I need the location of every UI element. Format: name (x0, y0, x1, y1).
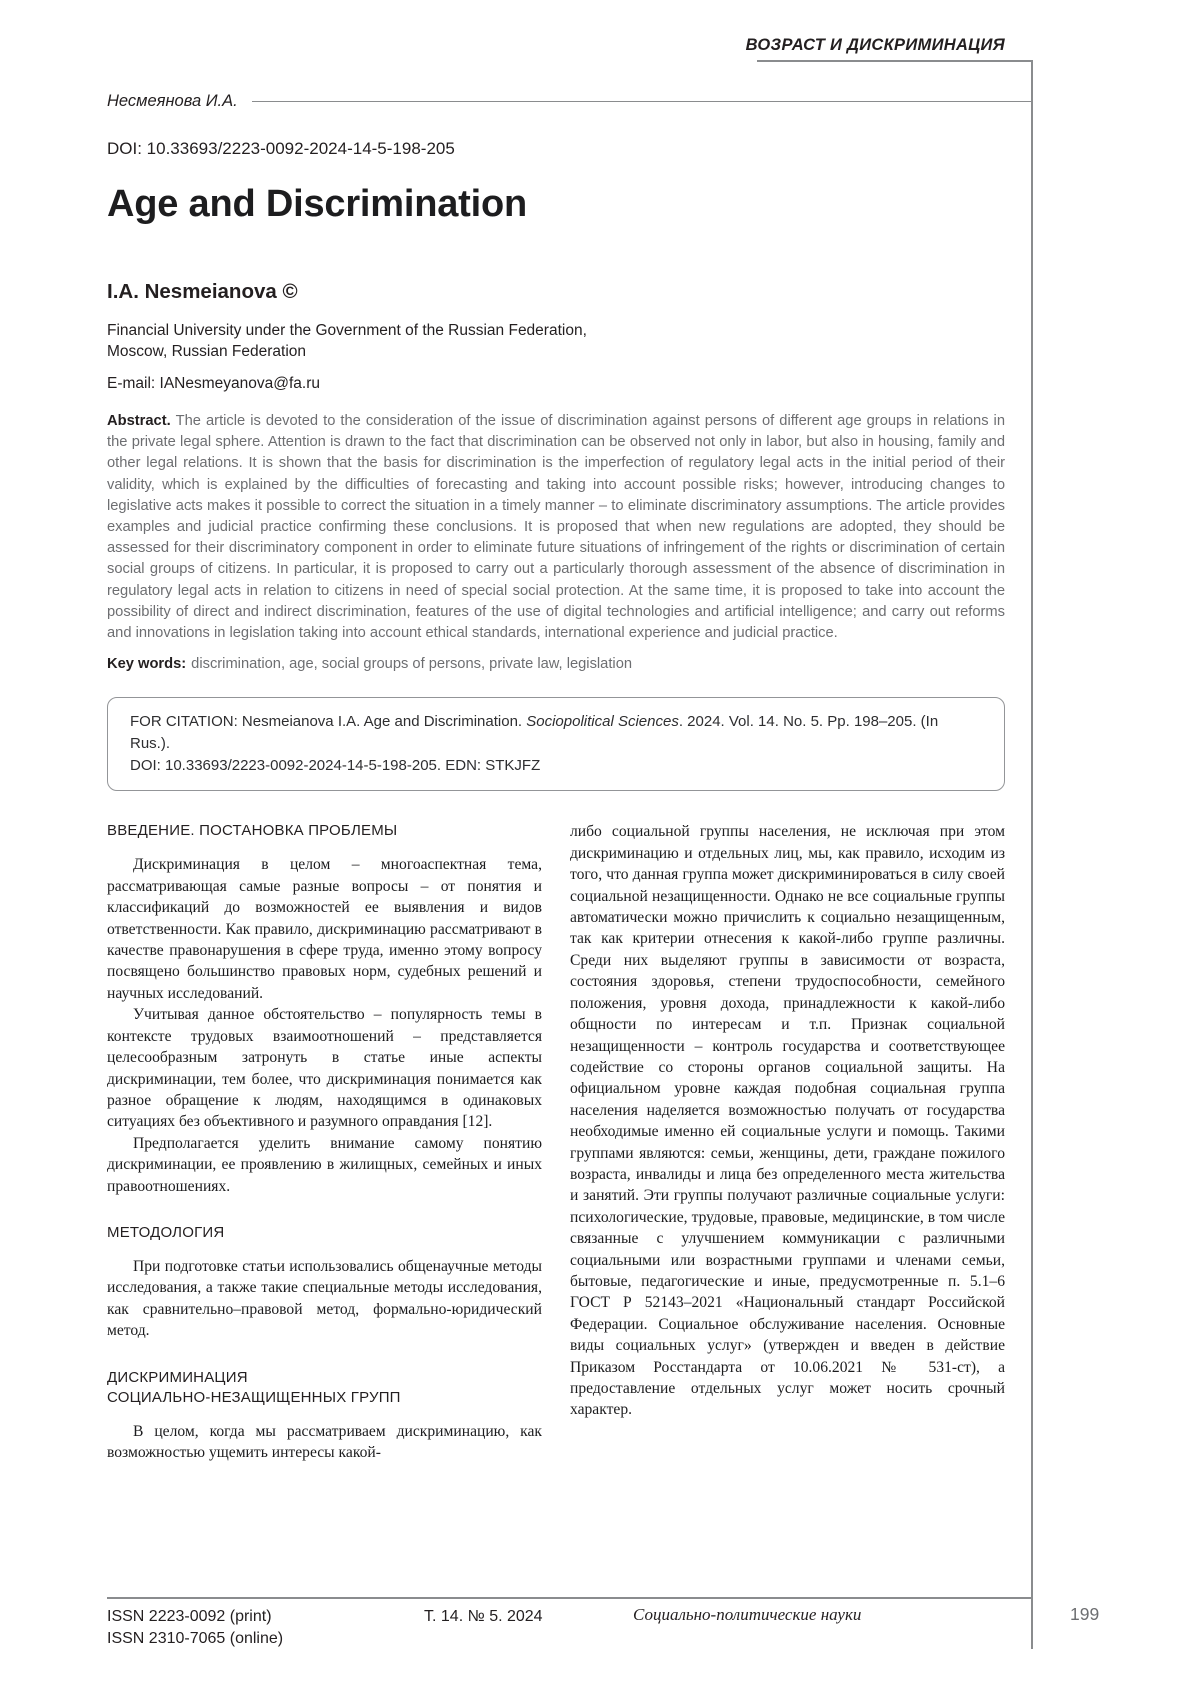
paragraph: Предполагается уделить внимание самому понятию дискриминации, ее проявлению в жилищных, семейных и иных правоотношениях. (107, 1134, 542, 1195)
section-heading-methodology: МЕТОДОЛОГИЯ (107, 1223, 225, 1241)
heading-line2: СОЦИАЛЬНО-НЕЗАЩИЩЕННЫХ ГРУПП (107, 1388, 401, 1406)
doi-line: DOI: 10.33693/2223-0092-2024-14-5-198-205 (107, 139, 455, 158)
author-name: I.A. Nesmeianova © (107, 280, 298, 303)
author-head-row (107, 92, 1005, 111)
section-heading-discrimination-groups (107, 1368, 542, 1408)
citation-suffix: . 2024. Vol. 14. No. 5. Pp. 198–205. (In Rus.). (130, 713, 939, 753)
abstract-text: The article is devoted to the consideration of the issue of discrimination against persons of different age groups in relations in the private legal sphere. Attention is drawn to the fact that discrimination can be observed not only in labor, but also in housing, family and other legal relations. It is shown that the basis for discrimination is the imperfection of regulatory legal acts in the initial period of their validity, which is explained by the difficulties of forecasting and taking into account possible risks; however, introducing changes to legislative acts makes it possible to correct the situation in a timely manner – to eliminate discriminatory assumptions. The article provides examples and judicial practice confirming these conclusions. It is proposed that when new regulations are adopted, they should be assessed for their discriminatory component in order to eliminate future situations of infringement of the rights or discrimination of certain social groups of citizens. In particular, it is proposed to carry out a particularly thorough assessment of the absence of discrimination in regulatory legal acts in relation to citizens in need of special social protection. At the same time, it is proposed to take into account the possibility of direct and indirect discrimination, features of the use of digital technologies and artificial intelligence; and carry out reforms and innovations in legislation taking into account ethical standards, international experience and judicial practice. (107, 413, 1005, 642)
running-head: ВОЗРАСТ И ДИСКРИМИНАЦИЯ (745, 36, 1005, 54)
keywords-text: discrimination, age, social groups of persons, private law, legislation (191, 656, 633, 673)
keywords (107, 654, 1005, 675)
citation-line2: DOI: 10.33693/2223-0092-2024-14-5-198-205. EDN: STKJFZ (130, 757, 541, 775)
affiliation-line1: Financial University under the Government of the Russian Federation, (107, 322, 587, 339)
two-column-body (107, 821, 1005, 1463)
citation-journal-name: Sociopolitical Sciences (526, 713, 679, 731)
page-number: 199 (1070, 1604, 1100, 1624)
section-heading-introduction: ВВЕДЕНИЕ. ПОСТАНОВКА ПРОБЛЕМЫ (107, 822, 398, 840)
author-running-head: Несмеянова И.А. (107, 92, 238, 110)
header-rule (252, 101, 1032, 103)
keywords-label: Key words: (107, 656, 187, 673)
heading-line1: ДИСКРИМИНАЦИЯ (107, 1368, 248, 1386)
footer-journal-name: Социально-политические науки (633, 1605, 862, 1624)
left-column (107, 821, 542, 1463)
citation-prefix: FOR CITATION: Nesmeianova I.A. Age and Discrimination. (130, 713, 527, 731)
paragraph: Дискриминация в целом – многоаспектная тема, рассматривающая самые разные вопросы – от понятия и классификаций до возможностей ее выявления и видов ответственности. Как правило, дискриминацию рассматривают в качестве правонарушения в сфере труда, именно этому вопросу посвящено большинство правовых норм, судебных решений и научных исследований. (107, 856, 542, 1002)
issn-print: ISSN 2223-0092 (print) (107, 1608, 272, 1625)
citation-box (107, 697, 1005, 791)
paragraph: Учитывая данное обстоятельство – популярность темы в контексте трудовых взаимоотношений – представляется целесообразным затронуть в статье иные аспекты дискриминации, тем более, что дискриминация понимается как разное обращение к людям, находящимся в одинаковых ситуациях без объективного и разумного оправдания [12]. (107, 1006, 542, 1131)
footer-issn (107, 1606, 283, 1649)
right-column (570, 821, 1005, 1463)
paragraph-continuation: либо социальной группы населения, не исключая при этом дискриминацию и отдельных лиц, мы, как правило, исходим из того, что данная группа может дискриминироваться в силу своей социальной незащищенности. Однако не все социальные группы автоматически можно причислить к социально незащищенным, так как критерии отнесения к какой-либо группе различны. Среди них выделяют группы в зависимости от возраста, состояния здоровья, степени трудоспособности, семейного положения, уровня дохода, принадлежности к какой-либо общности по интересам и т.п. Признак социальной незащищенности – контроль государства и соответствующее содействие со стороны органов социальной защиты. На официальном уровне каждая подобная социальная группа населения наделяется возможностью получать от государства необходимые именно ей социальные услуги и помощь. Такими группами являются: семьи, женщины, дети, граждане пожилого возраста, инвалиды и лица без определенного места жительства и занятий. Эти группы получают различные социальные услуги: психологические, трудовые, правовые, медицинские, в том числе связанные с улучшением коммуникации с различными социальными или возрастными группами и членами семьи, бытовые, педагогические и иные, предусмотренные п. 5.1–6 ГОСТ Р 52143–2021 «Национальный стандарт Российской Федерации. Социальное обслуживание населения. Основные виды социальных услуг» (утвержден и введен в действие Приказом Росстандарта от 10.06.2021 № 531-ст), а предоставление отдельных услуг может носить срочный характер. (570, 823, 1005, 1419)
citation-line1 (130, 711, 982, 755)
footer-volume: Т. 14. № 5. 2024 (424, 1608, 543, 1625)
affiliation (107, 320, 1005, 362)
article-title: Age and Discrimination (107, 183, 528, 225)
page-content (107, 0, 1005, 1463)
paragraph: При подготовке статьи использовались общенаучные методы исследования, а также такие специальные методы исследования, как сравнительно–правовой метод, формально-юридический метод. (107, 1257, 542, 1340)
right-margin-rule (1031, 60, 1033, 1649)
footer-rule (107, 1597, 1032, 1599)
abstract (107, 411, 1005, 644)
paragraph: В целом, когда мы рассматриваем дискриминацию, как возможностью ущемить интересы какой- (107, 1422, 542, 1461)
issn-online: ISSN 2310-7065 (online) (107, 1629, 284, 1647)
affiliation-line2: Moscow, Russian Federation (107, 343, 307, 360)
abstract-label: Abstract. (107, 413, 171, 429)
email-line: E-mail: IANesmeyanova@fa.ru (107, 375, 321, 392)
